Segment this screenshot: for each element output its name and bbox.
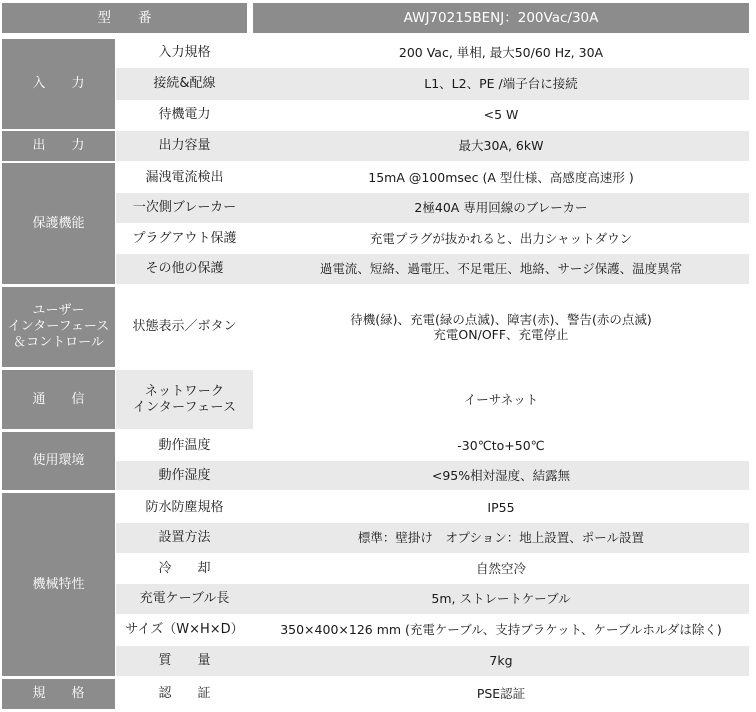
category-user-interface: ユーザー インターフェース ＆コントロール (2, 287, 115, 367)
row-label: ネットワーク インターフェース (116, 370, 253, 429)
row-value: 標準：壁掛け オプション：地上設置、ポール設置 (253, 523, 749, 553)
model-header-label: 型 番 (2, 3, 247, 33)
row-label: 動作湿度 (116, 461, 253, 490)
category-output: 出 力 (2, 131, 115, 161)
row-label: 動作温度 (116, 432, 253, 460)
row-label: 状態表示／ボタン (116, 287, 253, 367)
row-label: 接続&配線 (116, 68, 253, 100)
row-value: PSE認証 (253, 679, 749, 709)
row-value: 最大30A, 6kW (253, 131, 749, 161)
row-value: 200 Vac, 単相, 最大50/60 Hz, 30A (253, 39, 749, 67)
row-label: 漏洩電流検出 (116, 163, 253, 192)
row-label: 一次側ブレーカー (116, 193, 253, 223)
category-mechanical: 機械特性 (2, 493, 115, 676)
row-value: 2極40A 専用回線のブレーカー (253, 193, 749, 223)
category-certification: 規 格 (2, 679, 115, 709)
row-value: 7kg (253, 646, 749, 676)
row-value: IP55 (253, 493, 749, 522)
row-label: 認 証 (116, 679, 253, 709)
category-protection: 保護機能 (2, 163, 115, 284)
row-value: -30℃to+50℃ (253, 432, 749, 460)
row-value: 5m, ストレートケーブル (253, 584, 749, 614)
row-label: 充電ケーブル長 (116, 584, 253, 614)
category-environment: 使用環境 (2, 432, 115, 490)
row-label: 設置方法 (116, 523, 253, 553)
row-value: 15mA @100msec (A 型仕様、高感度高速形 ) (253, 163, 749, 192)
row-value: <95%相対湿度、結露無 (253, 461, 749, 490)
row-label: その他の保護 (116, 254, 253, 284)
row-label: 冷 却 (116, 554, 253, 583)
row-label: プラグアウト保護 (116, 224, 253, 253)
model-number-value: AWJ70215BENJ：200Vac/30A (253, 3, 749, 33)
row-label: 出力容量 (116, 131, 253, 161)
row-value: 待機(緑)、充電(緑の点滅)、障害(赤)、警告(赤の点滅) 充電ON/OFF、充電停止 (253, 287, 749, 367)
row-label: 入力規格 (116, 39, 253, 67)
row-value: イーサネット (253, 370, 749, 429)
row-value: 過電流、短絡、過電圧、不足電圧、地絡、サージ保護、温度異常 (253, 254, 749, 284)
row-label: 待機電力 (116, 101, 253, 129)
row-value: 充電プラグが抜かれると、出力シャットダウン (253, 224, 749, 253)
row-label: 質 量 (116, 646, 253, 676)
category-input: 入 力 (2, 39, 115, 129)
row-label: 防水防塵規格 (116, 493, 253, 522)
row-value: <5 W (253, 101, 749, 129)
row-value: 350×400×126 mm (充電ケーブル、支持ブラケット、ケーブルホルダは除く) (253, 615, 749, 645)
row-value: 自然空冷 (253, 554, 749, 583)
row-value: L1、L2、PE /端子台に接続 (253, 68, 749, 100)
row-label: サイズ（W×H×D） (116, 615, 253, 645)
category-communication: 通 信 (2, 370, 115, 429)
